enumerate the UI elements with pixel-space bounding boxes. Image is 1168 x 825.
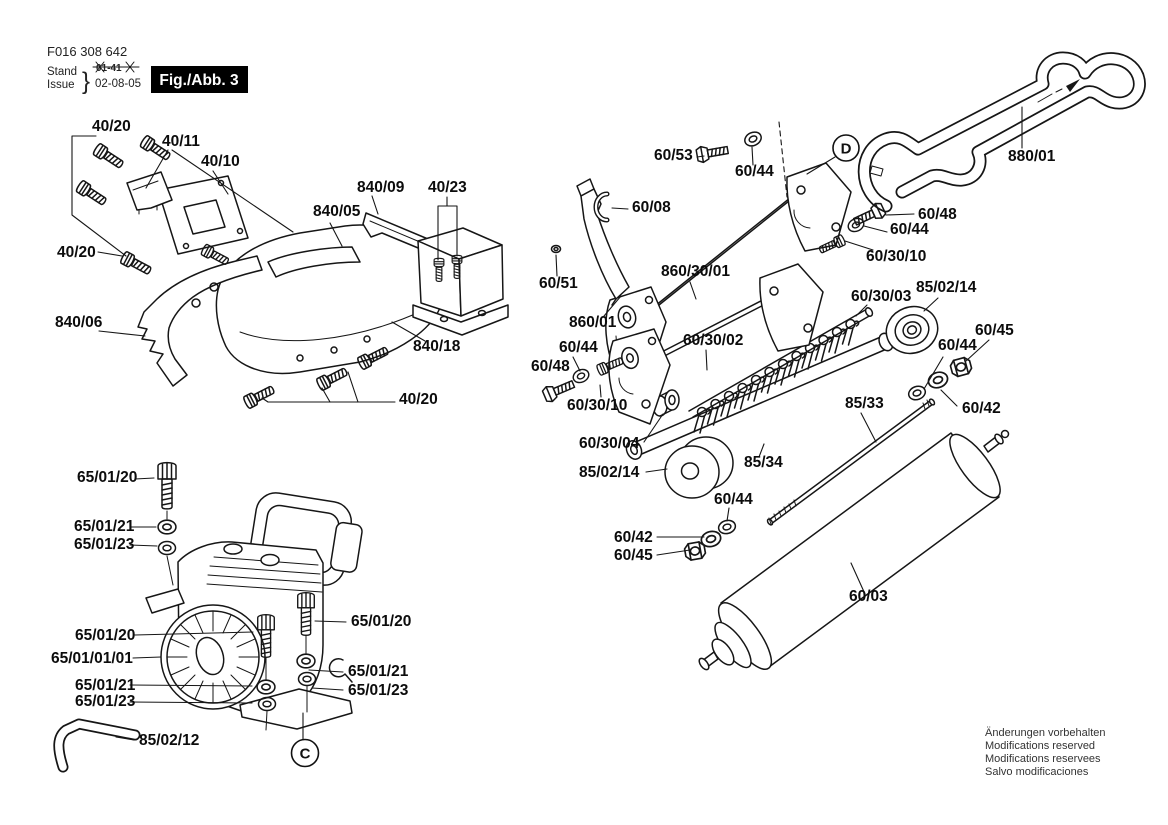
part-label-60-48: 60/48 [918, 206, 957, 223]
part-label-60-30-10: 60/30/10 [567, 397, 628, 414]
part-label-85-34: 85/34 [744, 454, 783, 471]
footer-line-en: Modifications reserved [985, 740, 1096, 752]
flywheel [161, 605, 265, 709]
part-label-40-10: 40/10 [201, 153, 240, 170]
part-label-40-20: 40/20 [399, 391, 438, 408]
part-label-40-11: 40/11 [162, 133, 200, 150]
part-label-840-05: 840/05 [313, 203, 361, 220]
gasket-40-10 [158, 176, 248, 254]
part-label-85-02-14: 85/02/14 [916, 279, 977, 296]
callout-d [833, 135, 859, 161]
part-label-840-18: 840/18 [413, 338, 461, 355]
part-label-65-01-23: 65/01/23 [348, 682, 409, 699]
part-label-60-48: 60/48 [531, 358, 570, 375]
callout-d-letter: D [840, 140, 852, 158]
part-label-60-44: 60/44 [735, 163, 774, 180]
part-label-60-03: 60/03 [849, 588, 888, 605]
header [47, 44, 248, 95]
figure-badge: Fig./Abb. 3 [159, 72, 239, 89]
part-label-60-30-03: 60/30/03 [851, 288, 912, 305]
part-label-60-45: 60/45 [975, 322, 1014, 339]
engine-assembly [146, 490, 366, 730]
adjust-lever [577, 179, 629, 305]
part-label-840-06: 840/06 [55, 314, 103, 331]
part-label-60-44: 60/44 [714, 491, 753, 508]
part-label-40-20: 40/20 [92, 118, 131, 135]
part-label-65-01-21: 65/01/21 [74, 518, 135, 535]
document-number: F016 308 642 [47, 44, 128, 59]
allen-key-85-02-12 [59, 724, 135, 767]
plate-mid-right [760, 264, 823, 351]
part-label-60-08: 60/08 [632, 199, 671, 216]
hook-clip-60-08 [596, 194, 607, 220]
washer-65-01-21-top [158, 520, 176, 534]
part-label-60-42: 60/42 [962, 400, 1001, 417]
part-label-65-01-23: 65/01/23 [75, 693, 136, 710]
box-bracket-840-18 [413, 228, 508, 335]
part-label-40-20: 40/20 [57, 244, 96, 261]
washer-60-44-stack [907, 384, 927, 402]
part-label-65-01-21: 65/01/21 [348, 663, 409, 680]
part-label-65-01-20: 65/01/20 [77, 469, 138, 486]
part-label-60-30-02: 60/30/02 [683, 332, 744, 349]
bearing-85-02-14-upper [880, 299, 945, 360]
footer-disclaimer [985, 727, 1105, 778]
part-label-65-01-01-01: 65/01/01/01 [51, 650, 133, 667]
callout-c-letter: C [299, 745, 311, 763]
part-label-65-01-20: 65/01/20 [75, 627, 136, 644]
superseded-date: 01-41 [96, 63, 122, 74]
revision-date: 02-08-05 [95, 78, 142, 90]
part-label-60-30-10: 60/30/10 [866, 248, 927, 265]
washer-60-42-lower [700, 529, 723, 549]
part-label-65-01-21: 65/01/21 [75, 677, 136, 694]
footer-line-fr: Modifications reservees [985, 753, 1101, 765]
screw-65-01-20-top [158, 463, 176, 509]
part-label-65-01-20: 65/01/20 [351, 613, 412, 630]
revision-brace: } [82, 68, 91, 95]
screw-40-20 [75, 180, 108, 208]
nut-60-45-stack [949, 356, 972, 377]
part-label-840-09: 840/09 [357, 179, 405, 196]
cap-60-51 [552, 246, 561, 253]
part-label-60-30-04: 60/30/04 [579, 435, 640, 452]
nut-60-45-lower [684, 541, 706, 561]
part-label-60-45: 60/45 [614, 547, 653, 564]
part-label-860-30-01: 860/30/01 [661, 263, 730, 280]
disc-85-02-14-lower [665, 437, 733, 498]
part-label-65-01-23: 65/01/23 [74, 536, 135, 553]
handlebar-slot [870, 166, 883, 176]
part-label-85-02-14: 85/02/14 [579, 464, 640, 481]
screw-40-20 [92, 143, 125, 171]
bolt-60-48-right [852, 201, 887, 229]
footer-line-es: Salvo modificaciones [985, 766, 1089, 778]
part-label-85-02-12: 85/02/12 [139, 732, 200, 749]
washer-65-01-23-top [159, 542, 176, 555]
issue-label: Issue [47, 79, 75, 91]
part-label-40-23: 40/23 [428, 179, 467, 196]
callout-c [292, 740, 319, 767]
washer-60-44-top [743, 130, 764, 149]
part-label-860-01: 860/01 [569, 314, 617, 331]
footer-line-de: Änderungen vorbehalten [985, 727, 1106, 739]
part-label-60-53: 60/53 [654, 147, 693, 164]
washer-60-44-left [571, 367, 591, 385]
part-label-85-33: 85/33 [845, 395, 884, 412]
part-label-880-01: 880/01 [1008, 148, 1056, 165]
stand-label: Stand [47, 66, 78, 78]
part-label-60-51: 60/51 [539, 275, 578, 292]
part-label-60-44: 60/44 [559, 339, 598, 356]
plate-top-right [787, 163, 851, 251]
part-label-60-44: 60/44 [890, 221, 929, 238]
screw-40-20 [243, 383, 276, 409]
bolt-60-53 [696, 142, 729, 163]
part-label-60-44: 60/44 [938, 337, 977, 354]
handlebar-880-01 [864, 58, 1139, 206]
part-label-60-42: 60/42 [614, 529, 653, 546]
